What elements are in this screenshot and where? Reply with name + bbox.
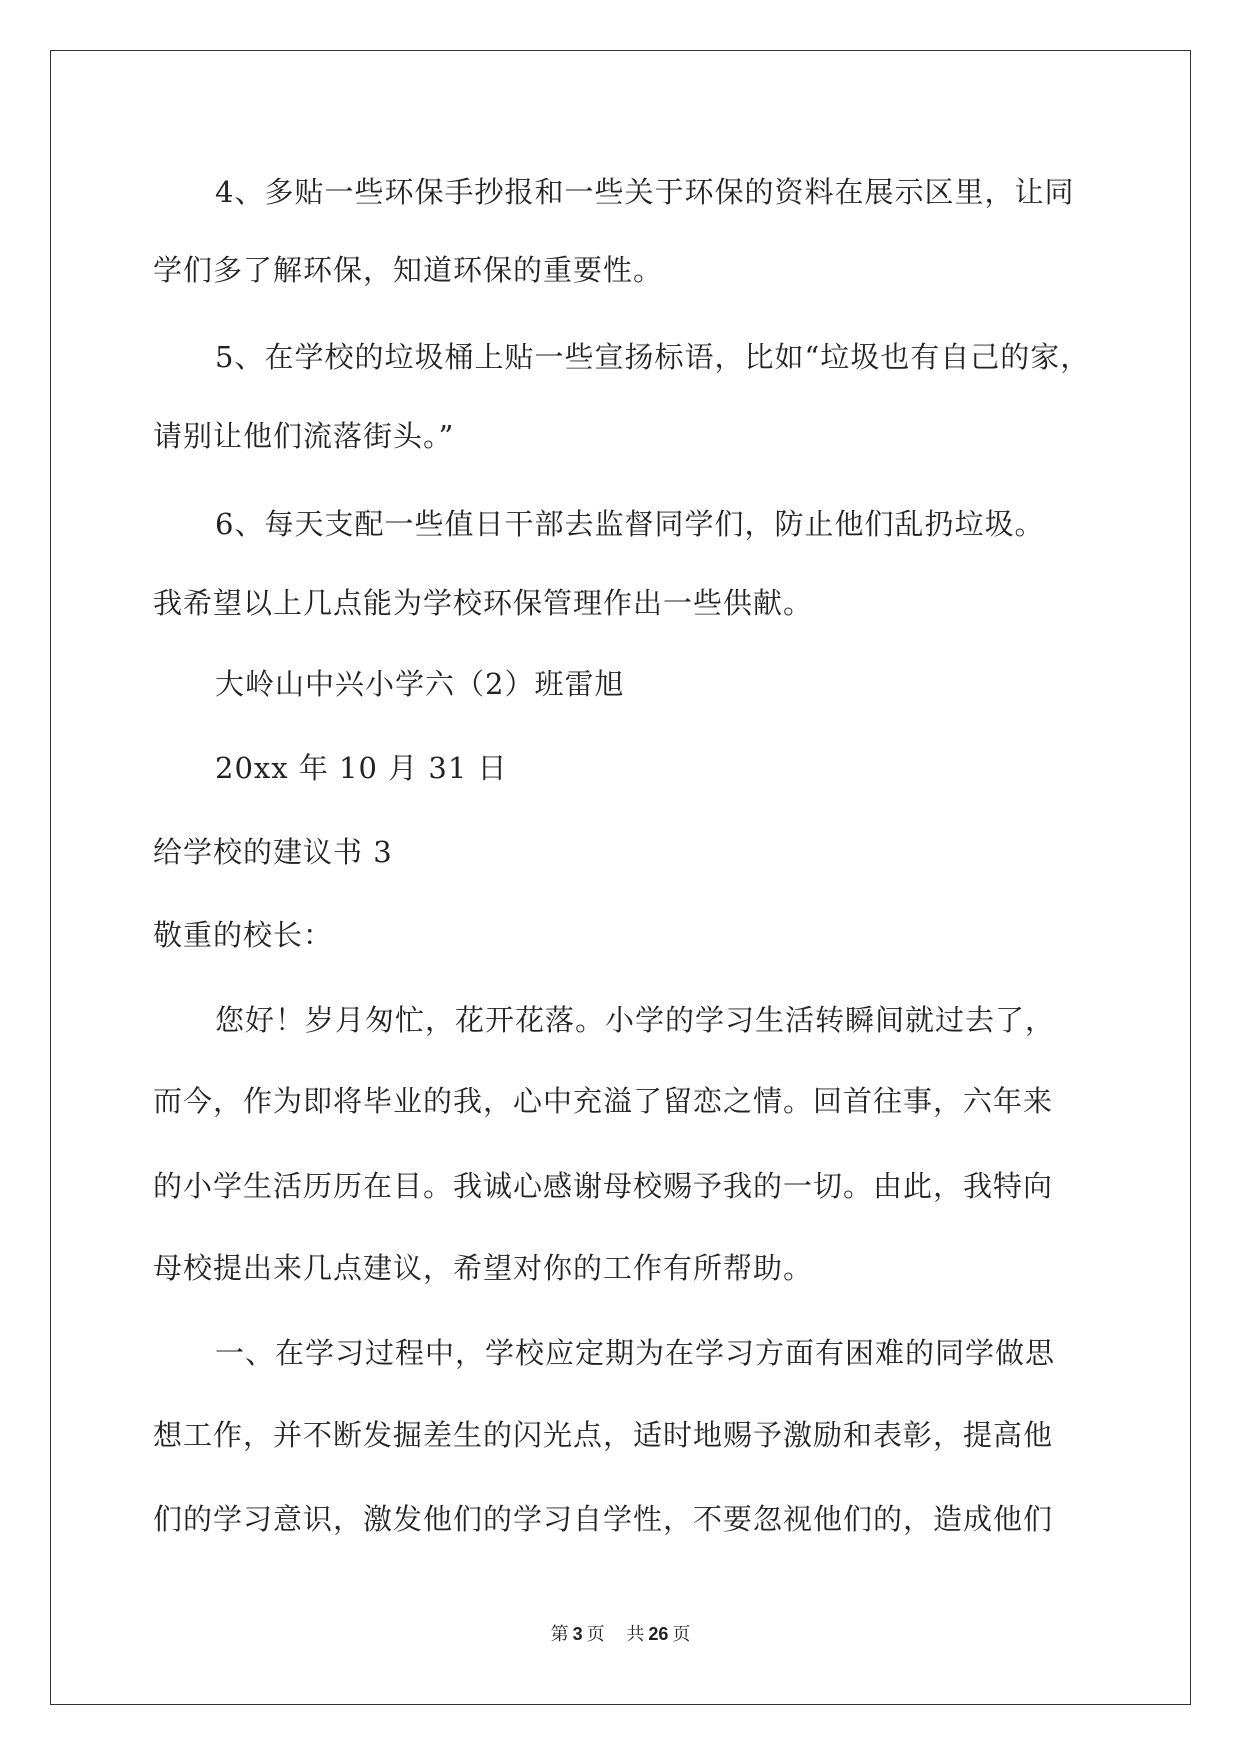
paragraph-line: 一、在学习过程中，学校应定期为在学习方面有困难的同学做思 [215,1336,1056,1370]
page-prefix: 第 [550,1624,569,1645]
total-prefix: 共 [626,1624,645,1645]
page-number: 3 [572,1624,583,1644]
paragraph-line: 您好！岁月匆忙，花开花落。小学的学习生活转瞬间就过去了， [215,1003,1056,1037]
page-footer [0,1622,1241,1647]
paragraph-line: 母校提出来几点建议，希望对你的工作有所帮助。 [153,1251,814,1285]
paragraph-line: 而今，作为即将毕业的我，心中充溢了留恋之情。回首往事，六年来 [153,1084,1054,1118]
signature-line: 大岭山中兴小学六（2）班雷旭 [215,667,625,701]
paragraph-line: 5、在学校的垃圾桶上贴一些宣扬标语，比如“垃圾也有自己的家， [215,340,1091,374]
total-pages: 26 [648,1624,669,1644]
paragraph-line: 4、多贴一些环保手抄报和一些关于环保的资料在展示区里，让同 [215,175,1075,209]
paragraph-line: 想工作，并不断发掘差生的闪光点，适时地赐予激励和表彰，提高他 [153,1418,1054,1452]
date-line: 20xx 年 10 月 31 日 [215,751,508,785]
paragraph-line: 学们多了解环保，知道环保的重要性。 [153,253,664,287]
total-suffix: 页 [672,1624,691,1645]
total-indicator [622,1624,694,1645]
salutation: 敬重的校长： [153,918,334,952]
paragraph-line: 的小学生活历历在目。我诚心感谢母校赐予我的一切。由此，我特向 [153,1169,1054,1203]
page-indicator [547,1624,609,1645]
page-suffix: 页 [586,1624,605,1645]
paragraph-line: 们的学习意识，激发他们的学习自学性，不要忽视他们的，造成他们 [153,1502,1054,1536]
paragraph-line: 6、每天支配一些值日干部去监督同学们，防止他们乱扔垃圾。 [215,507,1045,541]
paragraph-line: 我希望以上几点能为学校环保管理作出一些供献。 [153,586,814,620]
paragraph-line: 请别让他们流落街头。” [153,419,455,453]
page-border [50,50,1191,1705]
section-heading: 给学校的建议书 3 [153,835,393,869]
